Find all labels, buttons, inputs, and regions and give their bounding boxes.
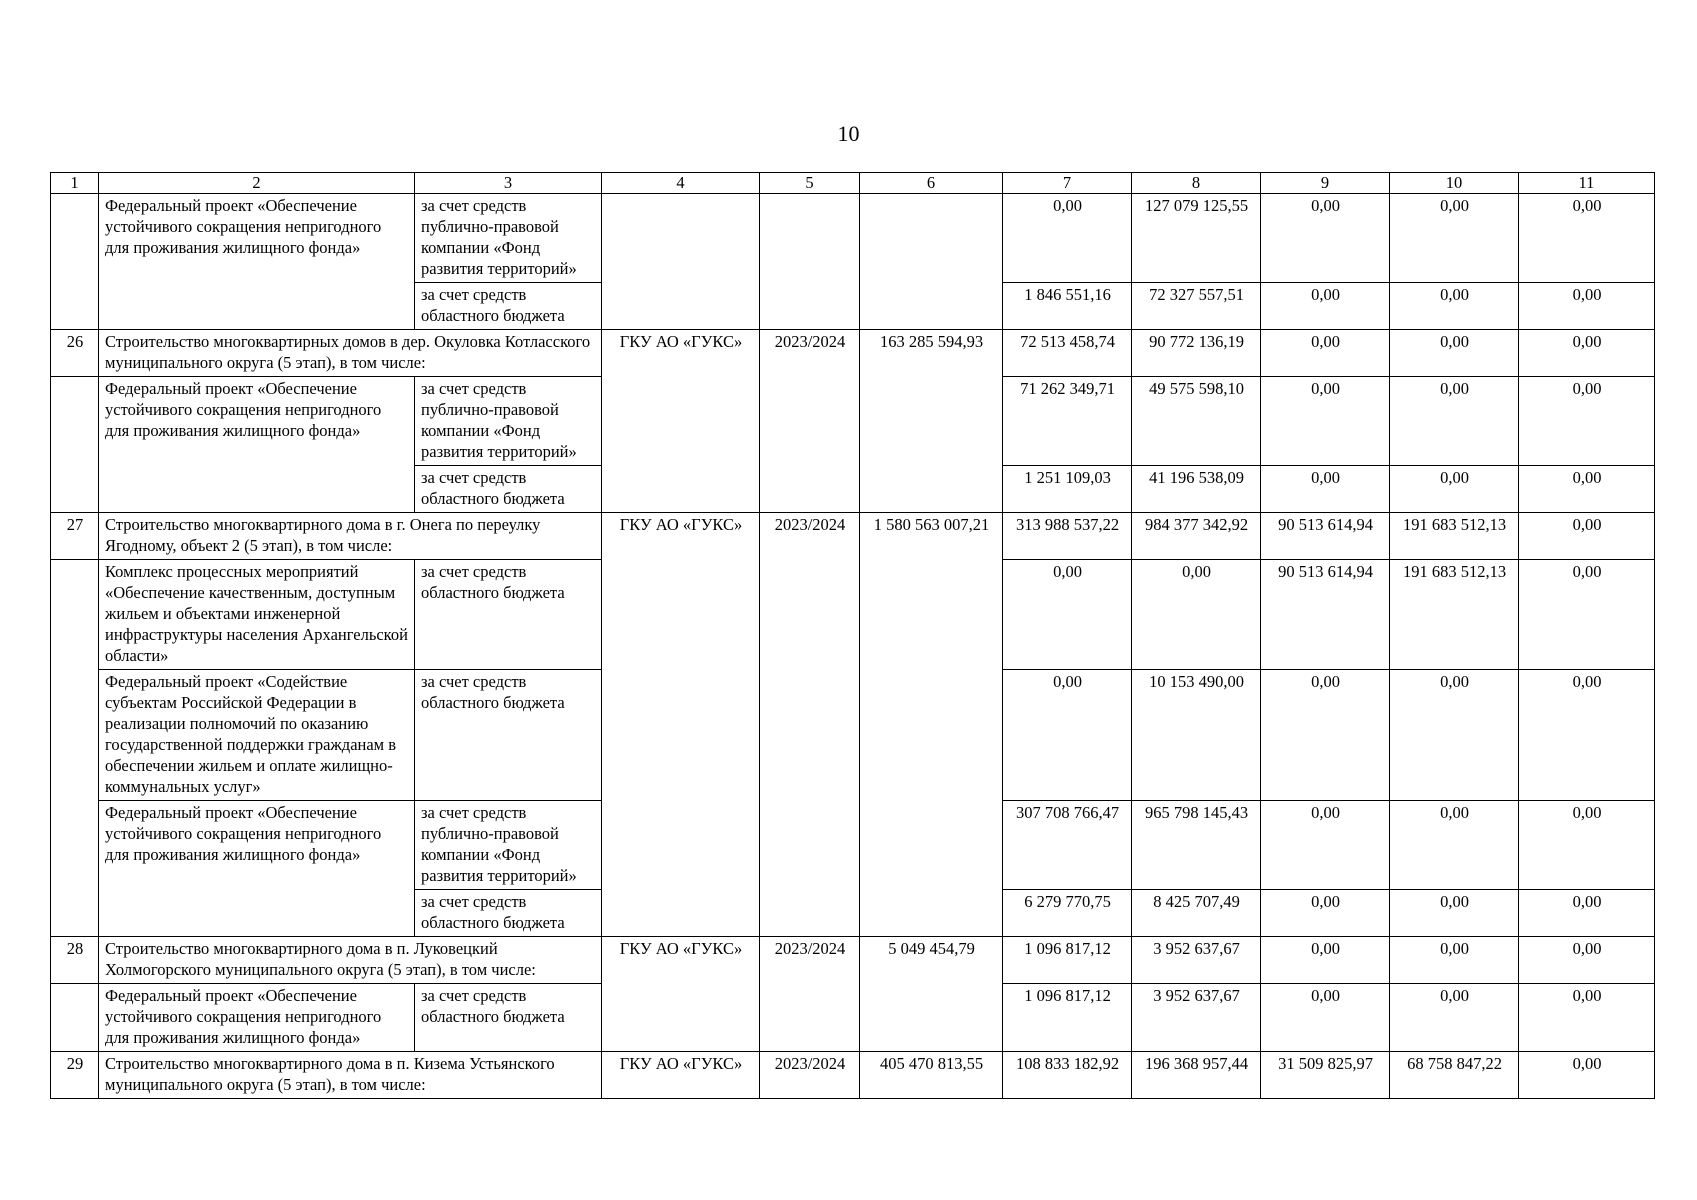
amount-col11: 0,00 bbox=[1519, 330, 1655, 377]
amount-col8: 41 196 538,09 bbox=[1132, 466, 1261, 513]
amount-col11: 0,00 bbox=[1519, 513, 1655, 560]
funding-source-cell: за счет средств публично-правовой компании «Фонд развития территорий» bbox=[415, 801, 602, 890]
amount-col11: 0,00 bbox=[1519, 377, 1655, 466]
amount-col10: 0,00 bbox=[1390, 377, 1519, 466]
amount-col7: 72 513 458,74 bbox=[1003, 330, 1132, 377]
amount-col9: 0,00 bbox=[1261, 194, 1390, 283]
amount-col8: 8 425 707,49 bbox=[1132, 890, 1261, 937]
amount-col10: 0,00 bbox=[1390, 937, 1519, 984]
amount-col9: 0,00 bbox=[1261, 984, 1390, 1052]
period-cell bbox=[760, 194, 860, 330]
amount-col7: 0,00 bbox=[1003, 560, 1132, 670]
amount-col8: 965 798 145,43 bbox=[1132, 801, 1261, 890]
row-number-cell: 29 bbox=[51, 1052, 99, 1099]
period-cell: 2023/2024 bbox=[760, 330, 860, 513]
funding-source-cell: за счет средств областного бюджета bbox=[415, 283, 602, 330]
table-row bbox=[51, 1052, 1655, 1099]
amount-col10: 0,00 bbox=[1390, 890, 1519, 937]
amount-col9: 90 513 614,94 bbox=[1261, 513, 1390, 560]
amount-col10: 0,00 bbox=[1390, 670, 1519, 801]
amount-col8: 10 153 490,00 bbox=[1132, 670, 1261, 801]
column-header: 7 bbox=[1003, 173, 1132, 194]
period-cell: 2023/2024 bbox=[760, 937, 860, 1052]
amount-col7: 108 833 182,92 bbox=[1003, 1052, 1132, 1099]
funding-source-cell: за счет средств областного бюджета bbox=[415, 560, 602, 670]
amount-col9: 0,00 bbox=[1261, 670, 1390, 801]
amount-col9: 0,00 bbox=[1261, 466, 1390, 513]
amount-col10: 191 683 512,13 bbox=[1390, 513, 1519, 560]
object-name-cell: Строительство многоквартирных домов в дер. Окуловка Котласского муниципального округа (5 этап), в том числе: bbox=[99, 330, 602, 377]
financing-table bbox=[50, 172, 1655, 1099]
amount-col8: 72 327 557,51 bbox=[1132, 283, 1261, 330]
customer-cell: ГКУ АО «ГУКС» bbox=[602, 330, 760, 513]
project-name-cell: Федеральный проект «Содействие субъектам Российской Федерации в реализации полномочий по оказанию государственной поддержки гражданам в обеспечении жильем и оплате жилищно-коммунальных услуг» bbox=[99, 670, 415, 801]
period-cell: 2023/2024 bbox=[760, 513, 860, 937]
row-number-cell bbox=[51, 377, 99, 513]
table-header-row bbox=[51, 173, 1655, 194]
amount-col7: 1 096 817,12 bbox=[1003, 937, 1132, 984]
cost-cell: 163 285 594,93 bbox=[860, 330, 1003, 513]
project-name-cell: Комплекс процессных мероприятий «Обеспечение качественным, доступным жильем и объектами инженерной инфраструктуры населения Архангельской области» bbox=[99, 560, 415, 670]
cost-cell bbox=[860, 194, 1003, 330]
amount-col11: 0,00 bbox=[1519, 937, 1655, 984]
column-header: 4 bbox=[602, 173, 760, 194]
amount-col10: 68 758 847,22 bbox=[1390, 1052, 1519, 1099]
amount-col11: 0,00 bbox=[1519, 984, 1655, 1052]
row-number-cell: 26 bbox=[51, 330, 99, 377]
amount-col7: 6 279 770,75 bbox=[1003, 890, 1132, 937]
object-name-cell: Строительство многоквартирного дома в п. Луковецкий Холмогорского муниципального округа (5 этап), в том числе: bbox=[99, 937, 602, 984]
column-header: 6 bbox=[860, 173, 1003, 194]
column-header: 9 bbox=[1261, 173, 1390, 194]
amount-col9: 0,00 bbox=[1261, 801, 1390, 890]
amount-col7: 313 988 537,22 bbox=[1003, 513, 1132, 560]
amount-col9: 0,00 bbox=[1261, 890, 1390, 937]
customer-cell: ГКУ АО «ГУКС» bbox=[602, 513, 760, 937]
amount-col8: 196 368 957,44 bbox=[1132, 1052, 1261, 1099]
funding-source-cell: за счет средств публично-правовой компании «Фонд развития территорий» bbox=[415, 377, 602, 466]
amount-col7: 307 708 766,47 bbox=[1003, 801, 1132, 890]
column-header: 10 bbox=[1390, 173, 1519, 194]
customer-cell: ГКУ АО «ГУКС» bbox=[602, 1052, 760, 1099]
amount-col7: 0,00 bbox=[1003, 670, 1132, 801]
amount-col8: 127 079 125,55 bbox=[1132, 194, 1261, 283]
amount-col9: 31 509 825,97 bbox=[1261, 1052, 1390, 1099]
amount-col10: 0,00 bbox=[1390, 801, 1519, 890]
column-header: 8 bbox=[1132, 173, 1261, 194]
amount-col7: 1 251 109,03 bbox=[1003, 466, 1132, 513]
amount-col10: 191 683 512,13 bbox=[1390, 560, 1519, 670]
funding-source-cell: за счет средств областного бюджета bbox=[415, 670, 602, 801]
cost-cell: 405 470 813,55 bbox=[860, 1052, 1003, 1099]
amount-col11: 0,00 bbox=[1519, 1052, 1655, 1099]
row-number-cell bbox=[51, 560, 99, 937]
amount-col10: 0,00 bbox=[1390, 466, 1519, 513]
column-header: 3 bbox=[415, 173, 602, 194]
amount-col8: 0,00 bbox=[1132, 560, 1261, 670]
column-header: 2 bbox=[99, 173, 415, 194]
amount-col11: 0,00 bbox=[1519, 466, 1655, 513]
table-row bbox=[51, 513, 1655, 560]
amount-col11: 0,00 bbox=[1519, 560, 1655, 670]
amount-col9: 0,00 bbox=[1261, 937, 1390, 984]
amount-col11: 0,00 bbox=[1519, 194, 1655, 283]
row-number-cell: 28 bbox=[51, 937, 99, 984]
funding-source-cell: за счет средств публично-правовой компании «Фонд развития территорий» bbox=[415, 194, 602, 283]
funding-source-cell: за счет средств областного бюджета bbox=[415, 890, 602, 937]
amount-col7: 71 262 349,71 bbox=[1003, 377, 1132, 466]
amount-col10: 0,00 bbox=[1390, 330, 1519, 377]
amount-col8: 984 377 342,92 bbox=[1132, 513, 1261, 560]
cost-cell: 5 049 454,79 bbox=[860, 937, 1003, 1052]
amount-col10: 0,00 bbox=[1390, 194, 1519, 283]
funding-source-cell: за счет средств областного бюджета bbox=[415, 984, 602, 1052]
project-name-cell: Федеральный проект «Обеспечение устойчивого сокращения непригодного для проживания жилищного фонда» bbox=[99, 801, 415, 937]
row-number-cell bbox=[51, 194, 99, 330]
object-name-cell: Строительство многоквартирного дома в п. Кизема Устьянского муниципального округа (5 этап), в том числе: bbox=[99, 1052, 602, 1099]
table-row bbox=[51, 937, 1655, 984]
table-row bbox=[51, 194, 1655, 283]
amount-col11: 0,00 bbox=[1519, 890, 1655, 937]
customer-cell: ГКУ АО «ГУКС» bbox=[602, 937, 760, 1052]
column-header: 5 bbox=[760, 173, 860, 194]
amount-col9: 0,00 bbox=[1261, 283, 1390, 330]
project-name-cell: Федеральный проект «Обеспечение устойчивого сокращения непригодного для проживания жилищного фонда» bbox=[99, 984, 415, 1052]
amount-col7: 0,00 bbox=[1003, 194, 1132, 283]
amount-col11: 0,00 bbox=[1519, 801, 1655, 890]
funding-source-cell: за счет средств областного бюджета bbox=[415, 466, 602, 513]
amount-col8: 3 952 637,67 bbox=[1132, 984, 1261, 1052]
amount-col10: 0,00 bbox=[1390, 283, 1519, 330]
amount-col9: 90 513 614,94 bbox=[1261, 560, 1390, 670]
amount-col10: 0,00 bbox=[1390, 984, 1519, 1052]
customer-cell bbox=[602, 194, 760, 330]
project-name-cell: Федеральный проект «Обеспечение устойчивого сокращения непригодного для проживания жилищного фонда» bbox=[99, 194, 415, 330]
amount-col9: 0,00 bbox=[1261, 330, 1390, 377]
amount-col8: 3 952 637,67 bbox=[1132, 937, 1261, 984]
column-header: 1 bbox=[51, 173, 99, 194]
amount-col8: 49 575 598,10 bbox=[1132, 377, 1261, 466]
page-number: 10 bbox=[837, 121, 860, 146]
object-name-cell: Строительство многоквартирного дома в г. Онега по переулку Ягодному, объект 2 (5 этап), в том числе: bbox=[99, 513, 602, 560]
amount-col11: 0,00 bbox=[1519, 283, 1655, 330]
project-name-cell: Федеральный проект «Обеспечение устойчивого сокращения непригодного для проживания жилищного фонда» bbox=[99, 377, 415, 513]
amount-col8: 90 772 136,19 bbox=[1132, 330, 1261, 377]
amount-col7: 1 096 817,12 bbox=[1003, 984, 1132, 1052]
row-number-cell bbox=[51, 984, 99, 1052]
period-cell: 2023/2024 bbox=[760, 1052, 860, 1099]
row-number-cell: 27 bbox=[51, 513, 99, 560]
column-header: 11 bbox=[1519, 173, 1655, 194]
amount-col11: 0,00 bbox=[1519, 670, 1655, 801]
table-row bbox=[51, 330, 1655, 377]
amount-col9: 0,00 bbox=[1261, 377, 1390, 466]
cost-cell: 1 580 563 007,21 bbox=[860, 513, 1003, 937]
amount-col7: 1 846 551,16 bbox=[1003, 283, 1132, 330]
